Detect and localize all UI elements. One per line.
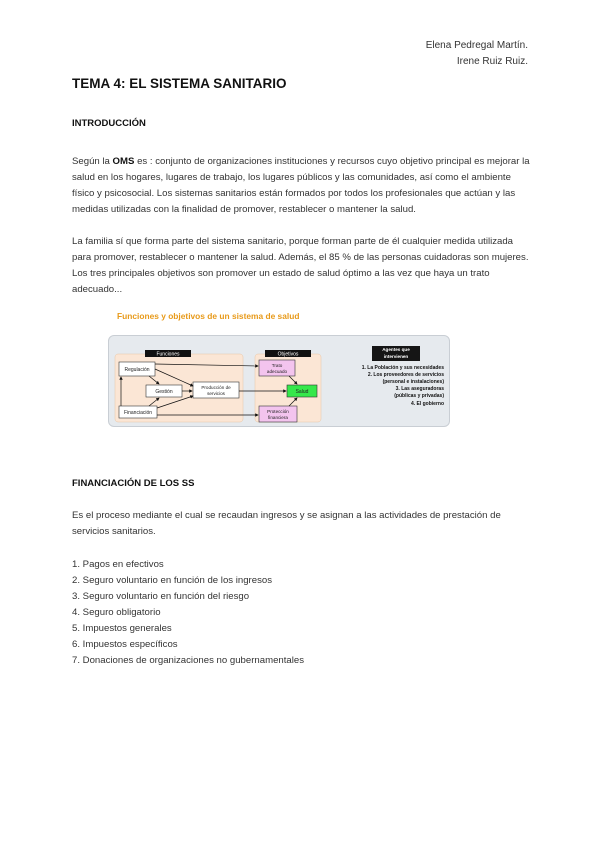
agentes-title-line-2: intervienen xyxy=(383,353,409,359)
agente-item-4: 4. El gobierno xyxy=(410,401,444,407)
financiacion-list xyxy=(72,557,304,669)
intro-paragraph-1 xyxy=(72,154,534,218)
financiacion-label: Financiación xyxy=(123,410,153,416)
funciones-label: Funciones xyxy=(156,351,180,358)
list-item: 5. Impuestos generales xyxy=(72,623,172,634)
agente-item-2: 2. Los proveedores de servicios xyxy=(367,372,444,378)
trato-label-1: Trato xyxy=(271,363,283,368)
list-item: 6. Impuestos específicos xyxy=(72,639,178,650)
author-1: Elena Pedregal Martín. xyxy=(425,40,528,51)
salud-label: Salud xyxy=(295,389,309,395)
list-item: 2. Seguro voluntario en función de los ingresos xyxy=(72,575,272,586)
intro-heading: INTRODUCCIÓN xyxy=(72,118,146,129)
document-title: TEMA 4: EL SISTEMA SANITARIO xyxy=(72,76,287,91)
authors xyxy=(426,38,528,70)
intro-p1-prefix: Según la xyxy=(72,156,113,167)
proteccion-label-2: financiera xyxy=(268,415,288,420)
agente-item-2b: (personal e instalaciones) xyxy=(382,379,444,385)
agentes-title-line-1: Agentes que xyxy=(382,347,410,352)
list-item: 7. Donaciones de organizaciones no gubernamentales xyxy=(72,655,305,666)
agentes-title xyxy=(372,346,420,361)
produccion-label-2: servicios xyxy=(207,391,225,396)
objetivos-label: Objetivos xyxy=(277,351,299,358)
trato-label-2: adecuado xyxy=(266,369,288,374)
oms-bold: OMS xyxy=(112,156,135,167)
proteccion-label-1: Protección xyxy=(267,409,289,414)
agente-item-1: 1. La Población y sus necesidades xyxy=(361,365,444,371)
list-item: 1. Pagos en efectivos xyxy=(72,559,164,570)
financiacion-paragraph: Es el proceso mediante el cual se recaudan ingresos y se asignan a las actividades de prestación de servicios sanitarios. xyxy=(72,510,501,537)
figure-caption: Funciones y objetivos de un sistema de salud xyxy=(117,311,300,321)
agentes-legend xyxy=(340,346,450,416)
gestion-label: Gestión xyxy=(155,389,173,395)
list-item: 4. Seguro obligatorio xyxy=(72,607,161,618)
list-item: 3. Seguro voluntario en función del riesgo xyxy=(72,591,250,602)
agente-item-3: 3. Las aseguradoras xyxy=(395,386,444,392)
intro-paragraph-2: La familia sí que forma parte del sistema sanitario, porque forman parte de él cualquier medida utilizada para promover, restablecer o mantener la salud. Además, el 85 % de las personas cuidadoras son mujeres. Los tres principales objetivos son promover un estado de salud óptimo a las vez que haya un trato adecuado... xyxy=(72,236,529,295)
financiacion-heading: FINANCIACIÓN DE LOS SS xyxy=(72,478,195,489)
intro-p1-rest: es : conjunto de organizaciones instituciones y recursos cuyo objetivo principal es mejorar la salud en los hogares, lugares de trabajo, los lugares públicos y las comunidades, así como el ambiente físico y psicosocial. Los sistemas sanitarios están formados por todos los profesionales que actúan y las medidas utilizadas con la finalidad de promover, restablecer o mantener la salud. xyxy=(72,156,530,215)
produccion-label-1: Producción de xyxy=(201,385,231,390)
regulacion-label: Regulación xyxy=(124,367,150,373)
agente-item-3b: (públicas y privadas) xyxy=(394,393,444,399)
author-2: Irene Ruiz Ruiz. xyxy=(456,56,528,67)
